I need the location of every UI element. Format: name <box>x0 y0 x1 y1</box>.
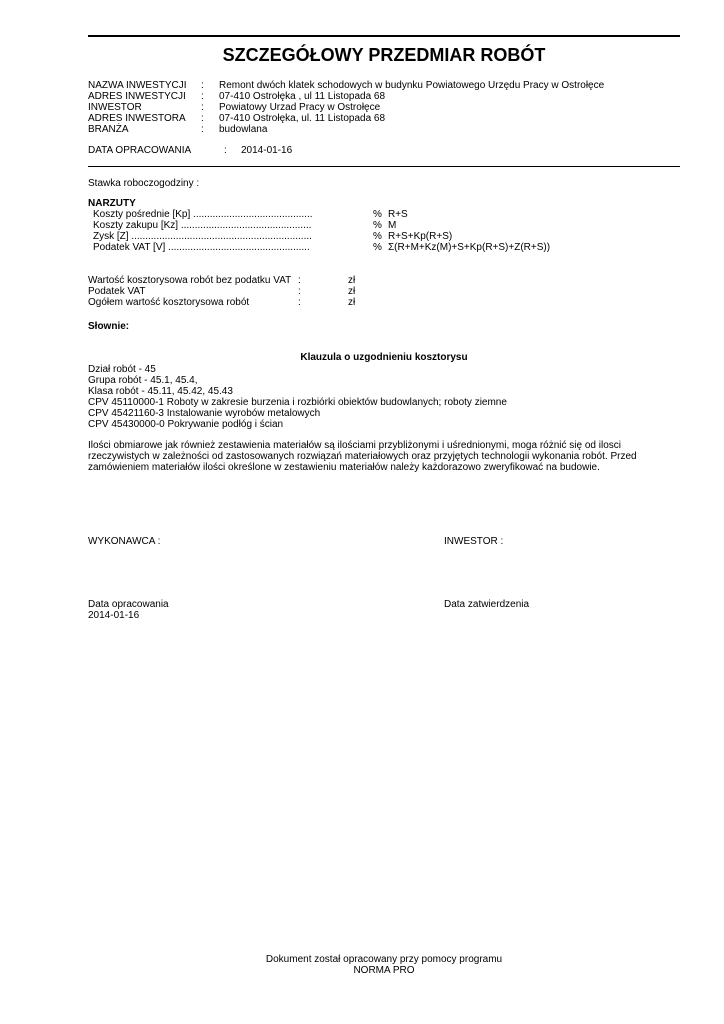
value-sep: : <box>298 297 301 308</box>
narzut-formula: Σ(R+M+Kz(M)+S+Kp(R+S)+Z(R+S)) <box>388 242 551 253</box>
date-value: 2014-01-16 <box>241 145 293 156</box>
value-label: Wartość kosztorysowa robót bez podatku VAT <box>88 275 292 286</box>
inwestor-label: INWESTOR : <box>444 536 504 547</box>
narzut-unit: % <box>373 231 382 242</box>
klauzula-line: Dział robót - 45 <box>88 364 156 375</box>
narzut-label: Podatek VAT [V] ................................................... <box>93 242 310 253</box>
info-sep: : <box>201 91 204 102</box>
info-label: NAZWA INWESTYCJI <box>88 80 187 91</box>
value-label: Ogółem wartość kosztorysowa robót <box>88 297 250 308</box>
narzut-unit: % <box>373 242 382 253</box>
top-rule <box>88 35 680 37</box>
narzuty-heading: NARZUTY <box>88 198 136 209</box>
klauzula-line: CPV 45430000-0 Pokrywanie podłóg i ścian <box>88 419 284 430</box>
value-sep: : <box>298 275 301 286</box>
narzut-label: Koszty zakupu [Kz] ............................................... <box>93 220 312 231</box>
info-label: ADRES INWESTYCJI <box>88 91 186 102</box>
info-value: 07-410 Ostrołęka, ul. 11 Listopada 68 <box>219 113 386 124</box>
wykonawca-label: WYKONAWCA : <box>88 536 161 547</box>
stawka-label: Stawka roboczogodziny : <box>88 178 200 189</box>
info-value: Remont dwóch klatek schodowych w budynku Powiatowego Urzędu Pracy w Ostrołęce <box>219 80 605 91</box>
info-value: budowlana <box>219 124 268 135</box>
narzut-label: Zysk [Z] ................................................................. <box>93 231 312 242</box>
value-unit: zł <box>348 297 356 308</box>
separator-rule <box>88 166 680 167</box>
narzut-label: Koszty pośrednie [Kp] ........................................... <box>93 209 313 220</box>
klauzula-line: CPV 45110000-1 Roboty w zakresie burzenia i rozbiórki obiektów budowlanych; roboty ziemne <box>88 397 507 408</box>
footer-line-2: NORMA PRO <box>353 965 415 976</box>
narzut-unit: % <box>373 209 382 220</box>
narzut-unit: % <box>373 220 382 231</box>
info-label: BRANŻA <box>88 124 129 135</box>
info-sep: : <box>201 80 204 91</box>
narzut-formula: R+S <box>388 209 408 220</box>
info-sep: : <box>201 124 204 135</box>
info-label: ADRES INWESTORA <box>88 113 186 124</box>
page-title: SZCZEGÓŁOWY PRZEDMIAR ROBÓT <box>222 45 546 65</box>
slownie-label: Słownie: <box>88 321 130 332</box>
value-sep: : <box>298 286 301 297</box>
info-sep: : <box>201 102 204 113</box>
info-label: INWESTOR <box>88 102 142 113</box>
klauzula-line: Klasa robót - 45.11, 45.42, 45.43 <box>88 386 233 397</box>
data-opracowania-label: Data opracowania <box>88 599 169 610</box>
value-unit: zł <box>348 286 356 297</box>
value-label: Podatek VAT <box>88 286 146 297</box>
value-unit: zł <box>348 275 356 286</box>
klauzula-line: CPV 45421160-3 Instalowanie wyrobów metalowych <box>88 408 321 419</box>
klauzula-line: Grupa robót - 45.1, 45.4, <box>88 375 198 386</box>
date-label: DATA OPRACOWANIA <box>88 145 192 156</box>
narzut-formula: R+S+Kp(R+S) <box>388 231 453 242</box>
info-sep: : <box>201 113 204 124</box>
data-zatwierdzenia-label: Data zatwierdzenia <box>444 599 530 610</box>
info-value: Powiatowy Urzad Pracy w Ostrołęce <box>219 102 381 113</box>
date-sep: : <box>224 145 227 156</box>
data-opracowania-value: 2014-01-16 <box>88 610 140 621</box>
info-value: 07-410 Ostrołęka , ul 11 Listopada 68 <box>219 91 386 102</box>
klauzula-paragraph: Ilości obmiarowe jak również zestawienia materiałów są ilościami przybliżonymi i uśrednionymi, moga różnić się od ilosci rzeczywistych w zależności od zastosowanych rozwiązań materiałowych oraz przyjętych technologii wykonania robót. Przed zamówieniem materiałów ilości określone w zestawieniu materiałów należy każdorazowo zweryfikować na budowie. <box>88 440 637 473</box>
narzut-formula: M <box>388 220 397 231</box>
footer-line-1: Dokument został opracowany przy pomocy programu <box>265 954 503 965</box>
klauzula-heading: Klauzula o uzgodnieniu kosztorysu <box>300 352 468 363</box>
